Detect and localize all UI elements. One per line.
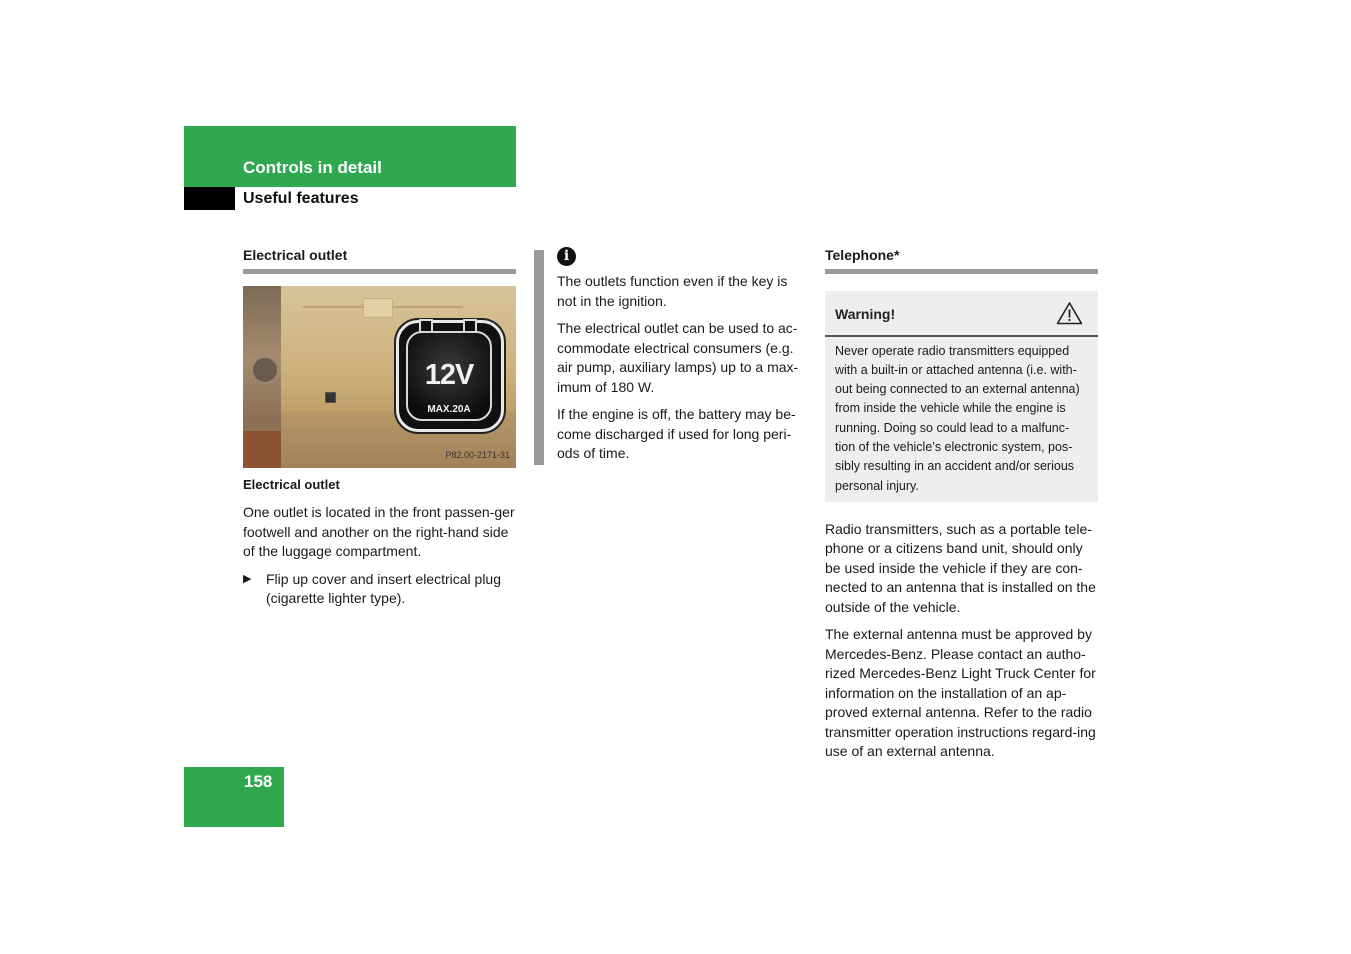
page-number: 158 <box>244 772 273 791</box>
column-electrical-outlet <box>243 246 516 609</box>
photo-ref-code: P82.00-2171-31 <box>445 450 510 460</box>
glovebox-tab <box>363 298 393 318</box>
telephone-paragraph-2: The external antenna must be approved by Mercedes-Benz. Please contact an autho-rized Mercedes-Benz Light Truck Center for information on the installation of an ap-proved external antenna. Refer to the radio transmitter operation instructions regard-ing use of an external antenna. <box>825 626 1096 760</box>
outlet-photo <box>243 286 516 468</box>
instruction-bullet <box>243 570 516 609</box>
outlet-location-marker <box>325 392 336 403</box>
warning-triangle-icon <box>1056 301 1083 325</box>
section-title: Useful features <box>243 190 359 207</box>
info-paragraph-1: The outlets function even if the key is not in the ignition. <box>557 273 788 309</box>
heading-telephone: Telephone* <box>825 246 1098 274</box>
info-icon: i <box>557 247 576 266</box>
wood-trim <box>243 431 281 468</box>
photo-caption: Electrical outlet <box>243 476 340 492</box>
console-knob <box>251 356 279 384</box>
warning-header <box>825 291 1098 337</box>
warning-title: Warning! <box>835 305 896 322</box>
bullet-arrow-icon: ▶ <box>243 572 252 585</box>
warning-text: Never operate radio transmitters equipped with a built-in or attached antenna (i.e. with-out being connected to an external antenna) from inside the vehicle while the engine is running. Doing so could lead to a malfunc-tion of the vehicle’s electronic system, pos-sibly resulting in an accident and/or serious personal injury. <box>835 343 1080 493</box>
outlet-voltage-label: 12V <box>424 358 474 391</box>
column-info <box>557 247 809 472</box>
info-paragraph-3: If the engine is off, the battery may be-come discharged if used for long peri-ods of time. <box>557 406 796 461</box>
warning-box <box>825 291 1098 502</box>
outlet-max-label: MAX.20A <box>427 403 471 415</box>
telephone-paragraph-1: Radio transmitters, such as a portable tele-phone or a citizens band unit, should only be used inside the vehicle if they are con-nected to an antenna that is installed on the outside of the vehicle. <box>825 520 1096 615</box>
chapter-title: Controls in detail <box>243 158 382 177</box>
column-telephone <box>825 246 1098 770</box>
heading-electrical-outlet: Electrical outlet <box>243 246 516 274</box>
info-paragraph-2: The electrical outlet can be used to ac-commodate electrical consumers (e.g. air pump, auxiliary lamps) up to a max-imum of 180 W. <box>557 320 799 395</box>
outlet-closeup <box>396 320 504 432</box>
info-sidebar-bar <box>534 250 544 465</box>
outlet-location-text: One outlet is located in the front passen-ger footwell and another on the right-hand side of the luggage compartment. <box>243 504 515 559</box>
outlet-socket <box>406 331 492 421</box>
section-marker <box>184 187 235 210</box>
instruction-text: Flip up cover and insert electrical plug (cigarette lighter type). <box>266 570 502 606</box>
